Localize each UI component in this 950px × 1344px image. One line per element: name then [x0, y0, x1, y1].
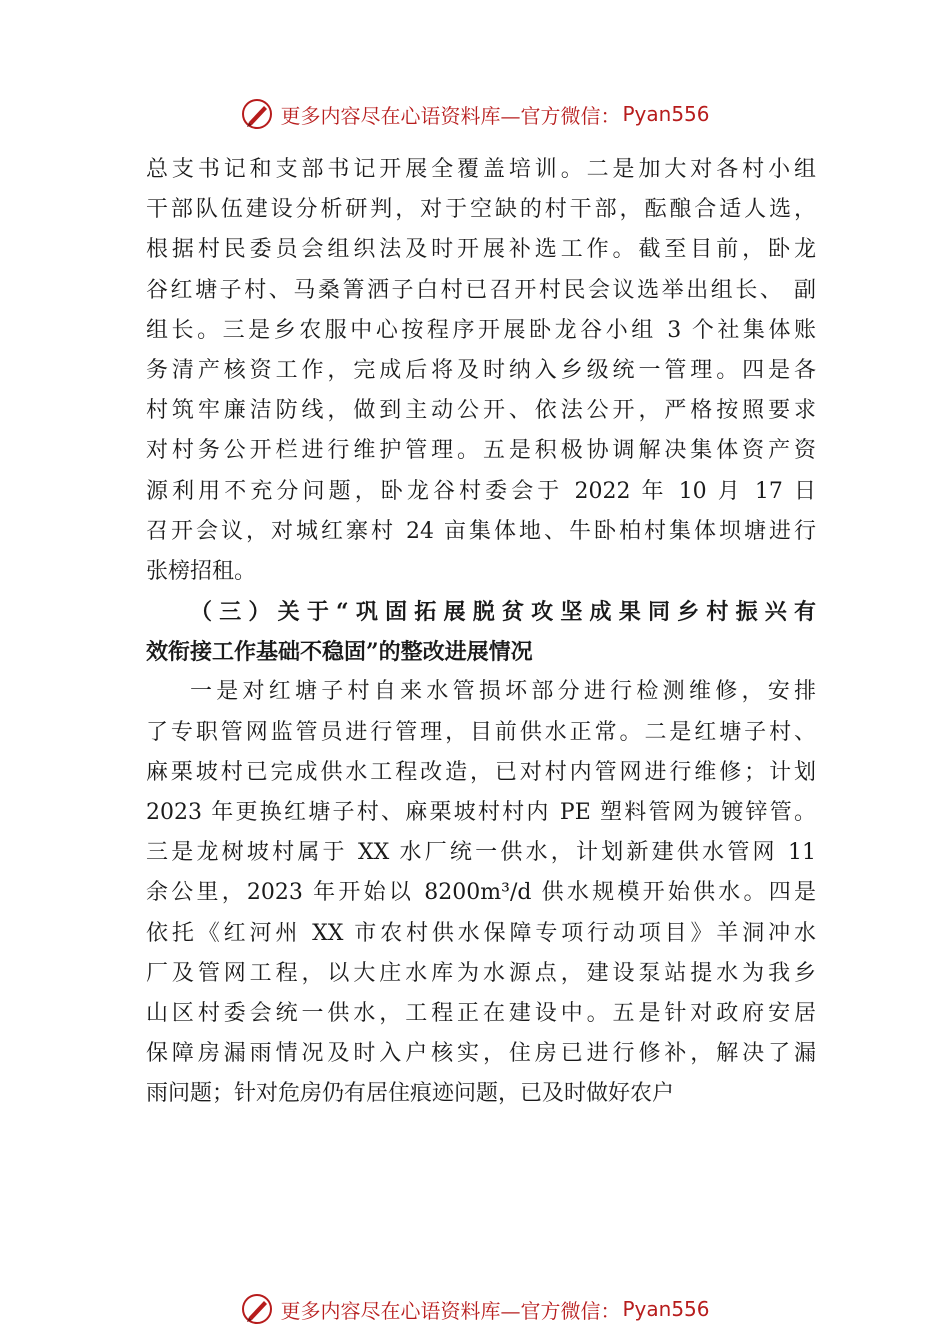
- text-line: 效衔接工作基础不稳固”的整改进展情况: [146, 639, 533, 666]
- text-line: 务清产核资工作，完成后将及时纳入乡级统一管理。四是各: [146, 357, 816, 383]
- paragraph-1: [146, 150, 816, 592]
- text-line: 张榜招租。: [146, 558, 257, 584]
- text-line: 保障房漏雨情况及时入户核实，住房已进行修补，解决了漏: [146, 1041, 816, 1067]
- text-line: 源利用不充分问题，卧龙谷村委会于 2022 年 10 月 17 日: [146, 478, 816, 504]
- text-line: 麻栗坡村已完成供水工程改造，已对村内管网进行维修；计划: [146, 759, 816, 785]
- section-heading: [146, 592, 816, 672]
- text-line: 一是对红塘子村自来水管损坏部分进行检测维修，安排: [190, 679, 816, 705]
- text-line: 组长。三是乡农服中心按程序开展卧龙谷小组 3 个社集体账: [146, 317, 816, 343]
- text-line: 雨问题；针对危房仍有居住痕迹问题，已及时做好农户: [146, 1081, 675, 1107]
- text-line: 2023 年更换红塘子村、麻栗坡村村内 PE 塑料管网为镀锌管。: [146, 800, 816, 825]
- text-line: 召开会议，对城红寨村 24 亩集体地、牛卧柏村集体坝塘进行: [146, 518, 816, 544]
- watermark-wechat-id: Pyan556: [622, 102, 710, 126]
- text-line: 山区村委会统一供水，工程正在建设中。五是针对政府安居: [146, 1000, 816, 1026]
- text-line: 对村务公开栏进行维护管理。五是积极协调解决集体资产资: [146, 438, 816, 464]
- text-line: 三是龙树坡村属于 XX 水厂统一供水，计划新建供水管网 11: [146, 840, 816, 866]
- watermark-wechat-id: Pyan556: [622, 1297, 710, 1321]
- text-line: 根据村民委员会组织法及时开展补选工作。截至目前，卧龙: [146, 237, 816, 263]
- document-body: [146, 150, 816, 1115]
- text-line: 干部队伍建设分析研判，对于空缺的村干部，酝酿合适人选，: [146, 197, 816, 223]
- pen-logo-icon: [240, 1292, 274, 1326]
- text-line: 依托《红河州 XX 市农村供水保障专项行动项目》羊洞冲水: [146, 920, 816, 946]
- watermark-text: 更多内容尽在心语资料库—官方微信：: [280, 103, 621, 128]
- text-line: 总支书记和支部书记开展全覆盖培训。二是加大对各村小组: [146, 157, 816, 182]
- watermark-text: 更多内容尽在心语资料库—官方微信：: [280, 1298, 621, 1323]
- text-line: 村筑牢廉洁防线，做到主动公开、依法公开，严格按照要求: [146, 398, 816, 424]
- text-line: 谷红塘子村、马桑箐洒子白村已召开村民会议选举出组长、 副: [146, 277, 816, 303]
- watermark-header: [0, 94, 950, 134]
- text-line: 余公里，2023 年开始以 8200m³/d 供水规模开始供水。四是: [146, 880, 816, 906]
- watermark-footer: [0, 1289, 950, 1329]
- text-line: （三）关于“巩固拓展脱贫攻坚成果同乡村振兴有: [190, 599, 816, 626]
- paragraph-2: [146, 672, 816, 1114]
- pen-logo-icon: [240, 97, 274, 131]
- text-line: 了专职管网监管员进行管理，目前供水正常。二是红塘子村、: [146, 719, 816, 745]
- text-line: 厂及管网工程，以大庄水库为水源点，建设泵站提水为我乡: [146, 960, 816, 986]
